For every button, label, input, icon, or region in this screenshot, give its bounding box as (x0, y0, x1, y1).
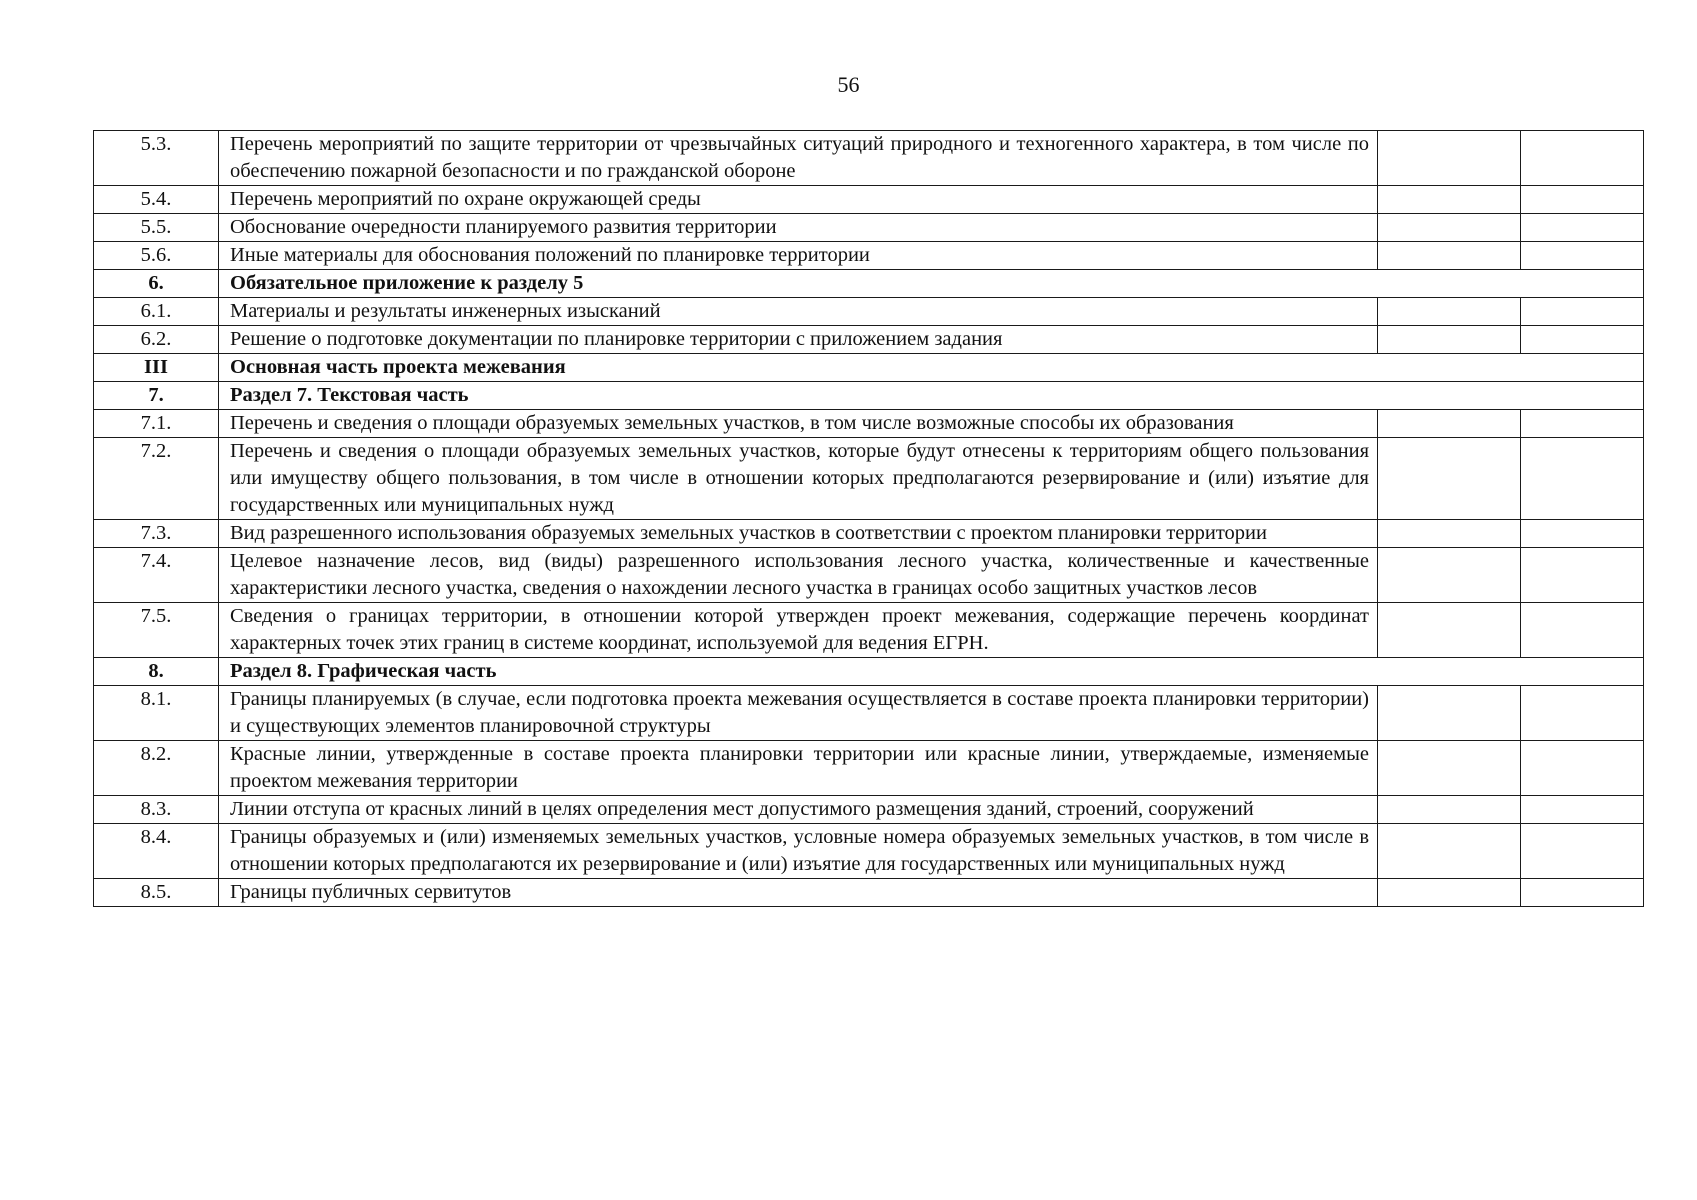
row-number: 7.1. (94, 410, 219, 438)
row-description: Сведения о границах территории, в отношении которой утвержден проект межевания, содержащие перечень координат характерных точек этих границ в системе координат, используемой для ведения ЕГРН. (219, 603, 1378, 658)
row-number: 7.3. (94, 520, 219, 548)
table-body (94, 131, 1644, 907)
blank-cell-4 (1521, 548, 1644, 603)
row-number: 5.5. (94, 214, 219, 242)
table-row (94, 879, 1644, 907)
blank-cell-4 (1521, 603, 1644, 658)
table-row (94, 686, 1644, 741)
row-number: III (94, 354, 219, 382)
blank-cell-4 (1521, 131, 1644, 186)
row-description: Вид разрешенного использования образуемых земельных участков в соответствии с проектом планировки территории (219, 520, 1378, 548)
blank-cell-3 (1378, 214, 1521, 242)
blank-cell-3 (1378, 879, 1521, 907)
blank-cell-4 (1521, 741, 1644, 796)
blank-cell-3 (1378, 824, 1521, 879)
row-description: Обоснование очередности планируемого развития территории (219, 214, 1378, 242)
section-title: Обязательное приложение к разделу 5 (219, 270, 1644, 298)
section-row (94, 382, 1644, 410)
row-description: Границы образуемых и (или) изменяемых земельных участков, условные номера образуемых земельных участков, в том числе в отношении которых предполагаются их резервирование и (или) изъятие для государственных или муниципальных нужд (219, 824, 1378, 879)
table-row (94, 186, 1644, 214)
table-row (94, 603, 1644, 658)
row-number: 8.3. (94, 796, 219, 824)
table-row (94, 520, 1644, 548)
row-number: 8.1. (94, 686, 219, 741)
row-description: Целевое назначение лесов, вид (виды) разрешенного использования лесного участка, количественные и качественные характеристики лесного участка, сведения о нахождении лесного участка в границах особо защитных участков лесов (219, 548, 1378, 603)
row-number: 7.5. (94, 603, 219, 658)
table-row (94, 326, 1644, 354)
blank-cell-4 (1521, 326, 1644, 354)
row-number: 8. (94, 658, 219, 686)
table-row (94, 741, 1644, 796)
row-description: Границы планируемых (в случае, если подготовка проекта межевания осуществляется в составе проекта планировки территории) и существующих элементов планировочной структуры (219, 686, 1378, 741)
row-number: 8.2. (94, 741, 219, 796)
blank-cell-3 (1378, 410, 1521, 438)
blank-cell-4 (1521, 824, 1644, 879)
blank-cell-4 (1521, 796, 1644, 824)
row-description: Перечень и сведения о площади образуемых земельных участков, в том числе возможные способы их образования (219, 410, 1378, 438)
row-description: Границы публичных сервитутов (219, 879, 1378, 907)
content-table (93, 130, 1644, 907)
blank-cell-4 (1521, 186, 1644, 214)
blank-cell-3 (1378, 603, 1521, 658)
blank-cell-4 (1521, 520, 1644, 548)
row-description: Перечень мероприятий по защите территории от чрезвычайных ситуаций природного и техногенного характера, в том числе по обеспечению пожарной безопасности и по гражданской обороне (219, 131, 1378, 186)
blank-cell-3 (1378, 242, 1521, 270)
table-row (94, 214, 1644, 242)
blank-cell-4 (1521, 879, 1644, 907)
table-row (94, 796, 1644, 824)
row-number: 5.4. (94, 186, 219, 214)
table-row (94, 242, 1644, 270)
row-number: 7.4. (94, 548, 219, 603)
row-number: 5.3. (94, 131, 219, 186)
blank-cell-4 (1521, 298, 1644, 326)
blank-cell-3 (1378, 131, 1521, 186)
section-row (94, 270, 1644, 298)
blank-cell-4 (1521, 214, 1644, 242)
blank-cell-3 (1378, 298, 1521, 326)
row-number: 8.4. (94, 824, 219, 879)
section-title: Основная часть проекта межевания (219, 354, 1644, 382)
table-row (94, 824, 1644, 879)
section-row (94, 658, 1644, 686)
blank-cell-3 (1378, 438, 1521, 520)
row-description: Решение о подготовке документации по планировке территории с приложением задания (219, 326, 1378, 354)
row-number: 6.1. (94, 298, 219, 326)
row-description: Перечень и сведения о площади образуемых земельных участков, которые будут отнесены к территориям общего пользования или имуществу общего пользования, в том числе в отношении которых предполагаются резервирование и (или) изъятие для государственных или муниципальных нужд (219, 438, 1378, 520)
table-row (94, 548, 1644, 603)
blank-cell-4 (1521, 410, 1644, 438)
blank-cell-3 (1378, 686, 1521, 741)
row-number: 7.2. (94, 438, 219, 520)
blank-cell-3 (1378, 548, 1521, 603)
blank-cell-3 (1378, 796, 1521, 824)
table-row (94, 410, 1644, 438)
section-row (94, 354, 1644, 382)
blank-cell-4 (1521, 438, 1644, 520)
blank-cell-3 (1378, 186, 1521, 214)
blank-cell-4 (1521, 242, 1644, 270)
page-number: 56 (837, 72, 860, 97)
table-row (94, 438, 1644, 520)
row-description: Красные линии, утвержденные в составе проекта планировки территории или красные линии, утверждаемые, изменяемые проектом межевания территории (219, 741, 1378, 796)
row-number: 7. (94, 382, 219, 410)
row-number: 6.2. (94, 326, 219, 354)
blank-cell-4 (1521, 686, 1644, 741)
row-number: 5.6. (94, 242, 219, 270)
row-number: 6. (94, 270, 219, 298)
blank-cell-3 (1378, 520, 1521, 548)
row-number: 8.5. (94, 879, 219, 907)
row-description: Перечень мероприятий по охране окружающей среды (219, 186, 1378, 214)
table-row (94, 298, 1644, 326)
section-title: Раздел 8. Графическая часть (219, 658, 1644, 686)
row-description: Иные материалы для обоснования положений по планировке территории (219, 242, 1378, 270)
blank-cell-3 (1378, 741, 1521, 796)
section-title: Раздел 7. Текстовая часть (219, 382, 1644, 410)
row-description: Материалы и результаты инженерных изысканий (219, 298, 1378, 326)
blank-cell-3 (1378, 326, 1521, 354)
table-row (94, 131, 1644, 186)
row-description: Линии отступа от красных линий в целях определения мест допустимого размещения зданий, строений, сооружений (219, 796, 1378, 824)
